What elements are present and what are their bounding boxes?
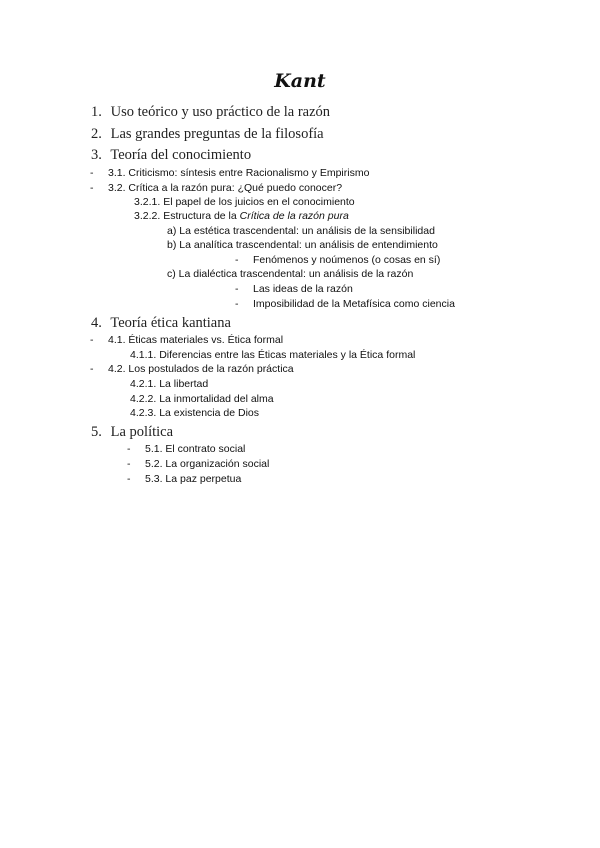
list-item-c: c) La dialéctica trascendental: un análisis de la razón (167, 268, 414, 280)
list-item-3-1: 3.1. Criticismo: síntesis entre Racionalismo y Empirismo (108, 167, 370, 179)
section-number: 1. (91, 104, 102, 120)
section-text: Las grandes preguntas de la filosofía (110, 126, 324, 142)
list-item-5-1: 5.1. El contrato social (145, 443, 246, 455)
item-italic-text: Crítica de la razón pura (239, 210, 349, 222)
list-item-c-1: Las ideas de la razón (253, 283, 353, 295)
section-number: 3. (91, 147, 102, 163)
section-1-heading (91, 104, 330, 121)
section-text: Teoría del conocimiento (110, 147, 252, 163)
list-item-a: a) La estética trascendental: un análisis de la sensibilidad (167, 225, 435, 237)
list-dash: - (90, 334, 94, 346)
list-dash: - (90, 182, 94, 194)
list-item-5-2: 5.2. La organización social (145, 458, 270, 470)
list-item-4-1-1: 4.1.1. Diferencias entre las Éticas materiales y la Ética formal (130, 349, 416, 361)
list-item-3-2: 3.2. Crítica a la razón pura: ¿Qué puedo conocer? (108, 182, 343, 194)
list-dash: - (235, 298, 239, 310)
list-dash: - (235, 254, 239, 266)
list-dash: - (127, 473, 131, 485)
list-item-4-2-2: 4.2.2. La inmortalidad del alma (130, 393, 274, 405)
list-item-4-2: 4.2. Los postulados de la razón práctica (108, 363, 294, 375)
item-text: 3.2.2. Estructura de la (134, 210, 237, 222)
list-item-4-2-3: 4.2.3. La existencia de Dios (130, 407, 259, 419)
list-dash: - (127, 458, 131, 470)
list-item-4-1: 4.1. Éticas materiales vs. Ética formal (108, 334, 284, 346)
page-title: Kant (274, 70, 326, 92)
section-number: 5. (91, 424, 102, 440)
section-3-heading (91, 147, 251, 164)
section-number: 2. (91, 126, 102, 142)
list-item-4-2-1: 4.2.1. La libertad (130, 378, 209, 390)
section-2-heading (91, 126, 324, 143)
list-dash: - (235, 283, 239, 295)
list-item-b-1: Fenómenos y noúmenos (o cosas en sí) (253, 254, 441, 266)
list-dash: - (127, 443, 131, 455)
list-item-5-3: 5.3. La paz perpetua (145, 473, 242, 485)
list-item-3-2-1: 3.2.1. El papel de los juicios en el conocimiento (134, 196, 355, 208)
list-dash: - (90, 167, 94, 179)
section-4-heading (91, 315, 231, 332)
section-number: 4. (91, 315, 102, 331)
list-item-c-2: Imposibilidad de la Metafísica como ciencia (253, 298, 455, 310)
section-text: La política (110, 424, 174, 440)
section-text: Uso teórico y uso práctico de la razón (110, 104, 331, 120)
list-dash: - (90, 363, 94, 375)
section-text: Teoría ética kantiana (110, 315, 231, 331)
list-item-b: b) La analítica trascendental: un análisis de entendimiento (167, 239, 438, 251)
section-5-heading (91, 424, 173, 441)
list-item-3-2-2 (134, 210, 349, 222)
